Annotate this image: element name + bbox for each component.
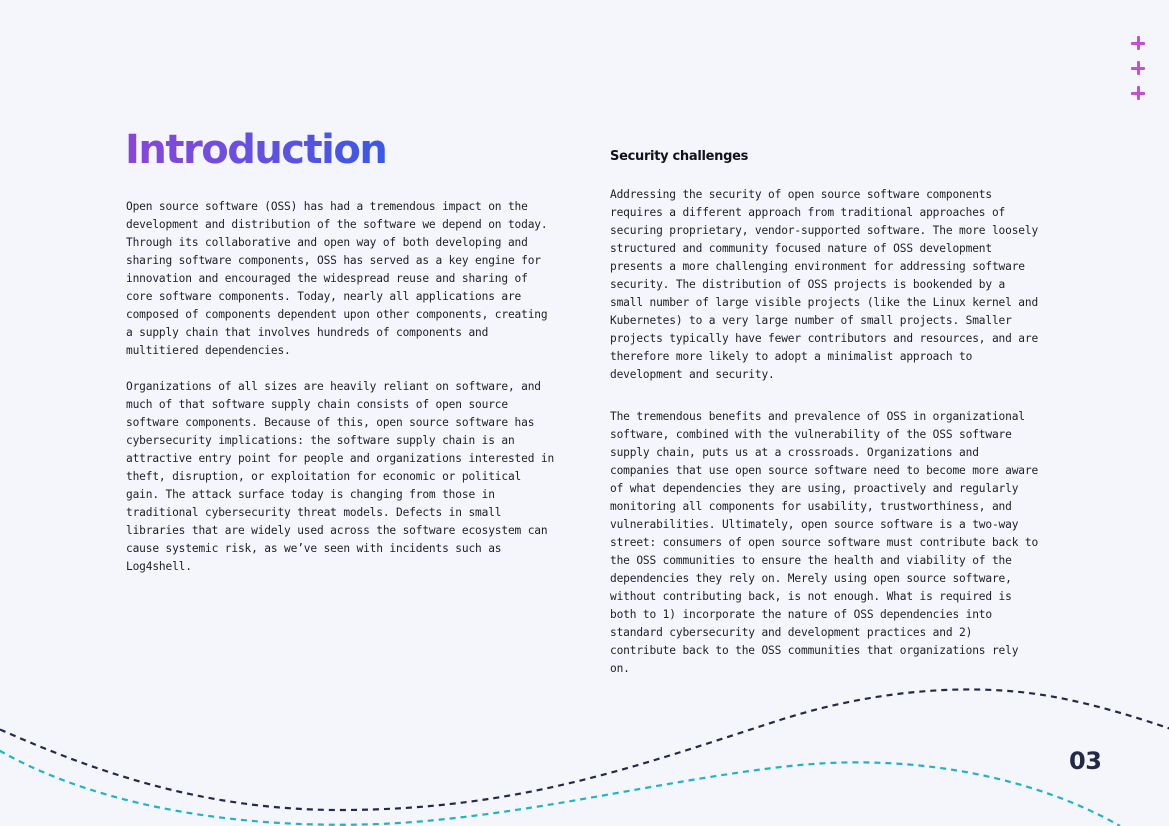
left-column bbox=[126, 198, 571, 576]
security-paragraph-1: Addressing the security of open source software components requires a different approach from traditional approaches of securing proprietary, vendor-supported software. The more loosely structured and community focused nature of OSS development presents a more challenging environment for addressing software security. The distribution of OSS projects is bookended by a small number of large visible projects (like the Linux kernel and Kubernetes) to a very large number of small projects. Smaller projects typically have fewer contributors and resources, and are therefore more likely to adopt a minimalist approach to development and security. bbox=[610, 188, 1039, 381]
page-number: 03 bbox=[1069, 747, 1102, 775]
right-column bbox=[610, 186, 1055, 678]
wave-decoration bbox=[0, 660, 1169, 826]
dark-dashed-wave bbox=[0, 689, 1169, 810]
security-challenges-heading: Security challenges bbox=[610, 149, 749, 164]
plus-icon bbox=[1131, 61, 1145, 75]
plus-icon bbox=[1131, 36, 1145, 50]
security-paragraph-2: The tremendous benefits and prevalence of OSS in organizational software, combined with the vulnerability of the OSS software supply chain, puts us at a crossroads. Organizations and companies that use open source software need to become more aware of what dependencies they are using, proactively and regularly monitoring all components for usability, trustworthiness, and vulnerabilities. Ultimately, open source software is a two-way street: consumers of open source software must contribute back to the OSS communities to ensure the health and viability of the dependencies they rely on. Merely using open source software, without contributing back, is not enough. What is required is both to 1) incorporate the nature of OSS dependencies into standard cybersecurity and development practices and 2) contribute back to the OSS communities that organizations rely on. bbox=[610, 410, 1039, 675]
intro-paragraph-1: Open source software (OSS) has had a tremendous impact on the development and distribution of the software we depend on today. Through its collaborative and open way of both developing and sharing software components, OSS has served as a key engine for innovation and encouraged the widespread reuse and sharing of core software components. Today, nearly all applications are composed of components dependent upon other components, creating a supply chain that involves hundreds of components and multitiered dependencies. bbox=[126, 200, 548, 357]
plus-decoration bbox=[1131, 36, 1147, 111]
plus-icon bbox=[1131, 86, 1145, 100]
intro-paragraph-2: Organizations of all sizes are heavily reliant on software, and much of that software supply chain consists of open source software components. Because of this, open source software has cybersecurity implications: the software supply chain is an attractive entry point for people and organizations interested in theft, disruption, or exploitation for economic or political gain. The attack surface today is changing from those in traditional cybersecurity threat models. Defects in small libraries that are widely used across the software ecosystem can cause systemic risk, as we’ve seen with incidents such as Log4shell. bbox=[126, 380, 555, 573]
page-title: Introduction bbox=[125, 124, 386, 176]
